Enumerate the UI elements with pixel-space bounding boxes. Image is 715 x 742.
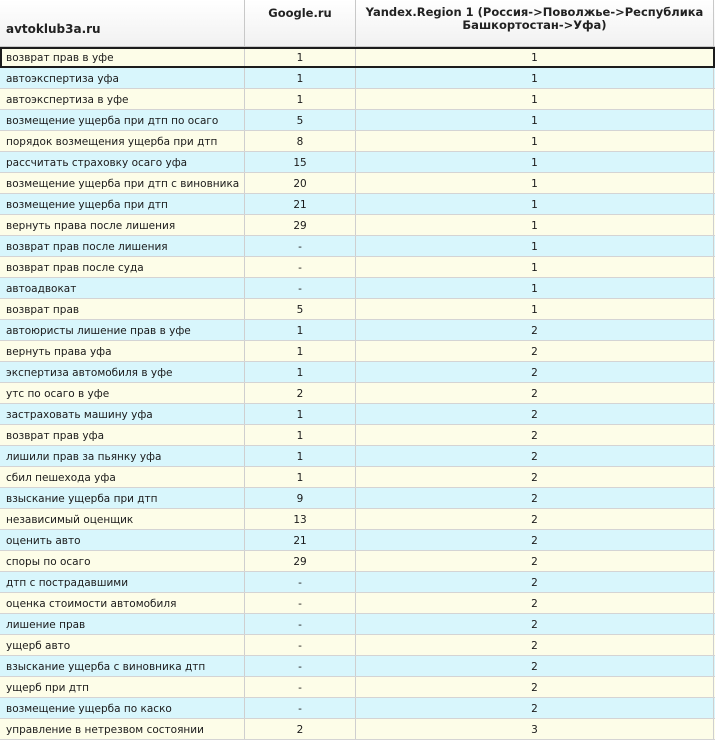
google-rank-cell[interactable]: - [245, 635, 356, 655]
google-rank-cell[interactable]: - [245, 593, 356, 613]
table-row[interactable] [0, 278, 715, 299]
query-cell[interactable]: возврат прав после суда [0, 257, 245, 277]
yandex-rank-cell[interactable]: 2 [356, 341, 714, 361]
table-row[interactable] [0, 47, 715, 68]
table-row[interactable] [0, 656, 715, 677]
google-column-header[interactable]: Google.ru [245, 0, 356, 46]
google-rank-cell[interactable]: 1 [245, 425, 356, 445]
query-cell[interactable]: порядок возмещения ущерба при дтп [0, 131, 245, 151]
google-rank-cell[interactable]: 5 [245, 299, 356, 319]
yandex-rank-cell[interactable]: 2 [356, 698, 714, 718]
yandex-rank-cell[interactable]: 1 [356, 215, 714, 235]
query-cell[interactable]: застраховать машину уфа [0, 404, 245, 424]
table-row[interactable] [0, 467, 715, 488]
google-rank-cell[interactable]: 2 [245, 719, 356, 739]
yandex-rank-cell[interactable]: 2 [356, 467, 714, 487]
table-row[interactable] [0, 509, 715, 530]
query-cell[interactable]: оценить авто [0, 530, 245, 550]
yandex-rank-cell[interactable]: 1 [356, 152, 714, 172]
table-row[interactable] [0, 236, 715, 257]
query-cell[interactable]: утс по осаго в уфе [0, 383, 245, 403]
query-cell[interactable]: возмещение ущерба при дтп с виновника [0, 173, 245, 193]
query-cell[interactable]: возврат прав в уфе [0, 47, 245, 67]
google-rank-cell[interactable]: 1 [245, 89, 356, 109]
yandex-rank-cell[interactable]: 2 [356, 488, 714, 508]
google-rank-cell[interactable]: 20 [245, 173, 356, 193]
grid-body [0, 47, 715, 740]
yandex-rank-cell[interactable]: 2 [356, 362, 714, 382]
google-rank-cell[interactable]: 15 [245, 152, 356, 172]
table-row[interactable] [0, 173, 715, 194]
table-row[interactable] [0, 89, 715, 110]
query-cell[interactable]: экспертиза автомобиля в уфе [0, 362, 245, 382]
table-row[interactable] [0, 488, 715, 509]
yandex-rank-cell[interactable]: 1 [356, 278, 714, 298]
yandex-rank-cell[interactable]: 2 [356, 677, 714, 697]
table-row[interactable] [0, 677, 715, 698]
table-row[interactable] [0, 446, 715, 467]
query-cell[interactable]: возврат прав после лишения [0, 236, 245, 256]
google-rank-cell[interactable]: - [245, 257, 356, 277]
yandex-rank-cell[interactable]: 2 [356, 509, 714, 529]
site-column-header[interactable] [0, 0, 245, 46]
query-cell[interactable]: взыскание ущерба с виновника дтп [0, 656, 245, 676]
query-cell[interactable]: ущерб при дтп [0, 677, 245, 697]
table-row[interactable] [0, 593, 715, 614]
yandex-rank-cell[interactable]: 2 [356, 383, 714, 403]
yandex-rank-cell[interactable]: 1 [356, 194, 714, 214]
table-row[interactable] [0, 152, 715, 173]
table-row[interactable] [0, 341, 715, 362]
query-cell[interactable]: лишили прав за пьянку уфа [0, 446, 245, 466]
query-cell[interactable]: возмещение ущерба при дтп [0, 194, 245, 214]
query-cell[interactable]: управление в нетрезвом состоянии [0, 719, 245, 739]
google-rank-cell[interactable]: - [245, 236, 356, 256]
yandex-rank-cell[interactable]: 2 [356, 320, 714, 340]
query-cell[interactable]: автоэкспертиза уфа [0, 68, 245, 88]
table-row[interactable] [0, 383, 715, 404]
table-row[interactable] [0, 110, 715, 131]
yandex-header-line1: Yandex.Region 1 (Россия->Поволжье->Республика [365, 5, 704, 19]
yandex-rank-cell[interactable]: 1 [356, 110, 714, 130]
yandex-rank-cell[interactable]: 1 [356, 236, 714, 256]
google-rank-cell[interactable]: 1 [245, 341, 356, 361]
table-row[interactable] [0, 572, 715, 593]
yandex-rank-cell[interactable]: 2 [356, 593, 714, 613]
query-cell[interactable]: ущерб авто [0, 635, 245, 655]
google-rank-cell[interactable]: 2 [245, 383, 356, 403]
yandex-rank-cell[interactable]: 2 [356, 425, 714, 445]
yandex-rank-cell[interactable]: 2 [356, 446, 714, 466]
yandex-rank-cell[interactable]: 1 [356, 299, 714, 319]
yandex-rank-cell[interactable]: 2 [356, 656, 714, 676]
yandex-rank-cell[interactable]: 1 [356, 89, 714, 109]
google-rank-cell[interactable]: - [245, 698, 356, 718]
yandex-rank-cell[interactable]: 2 [356, 572, 714, 592]
google-rank-cell[interactable]: 1 [245, 68, 356, 88]
query-cell[interactable]: возврат прав [0, 299, 245, 319]
google-rank-cell[interactable]: 13 [245, 509, 356, 529]
yandex-rank-cell[interactable]: 2 [356, 530, 714, 550]
google-rank-cell[interactable]: 1 [245, 404, 356, 424]
table-row[interactable] [0, 719, 715, 740]
yandex-rank-cell[interactable]: 2 [356, 635, 714, 655]
google-rank-cell[interactable]: 1 [245, 446, 356, 466]
yandex-column-header[interactable] [356, 0, 714, 46]
query-cell[interactable]: сбил пешехода уфа [0, 467, 245, 487]
google-rank-cell[interactable]: - [245, 278, 356, 298]
yandex-rank-cell[interactable]: 2 [356, 551, 714, 571]
query-cell[interactable]: вернуть права уфа [0, 341, 245, 361]
query-cell[interactable]: рассчитать страховку осаго уфа [0, 152, 245, 172]
query-cell[interactable]: дтп с пострадавшими [0, 572, 245, 592]
query-cell[interactable]: возмещение ущерба по каско [0, 698, 245, 718]
google-rank-cell[interactable]: 1 [245, 320, 356, 340]
table-row[interactable] [0, 68, 715, 89]
google-rank-cell[interactable]: 21 [245, 530, 356, 550]
yandex-rank-cell[interactable]: 1 [356, 257, 714, 277]
google-rank-cell[interactable]: 5 [245, 110, 356, 130]
yandex-rank-cell[interactable]: 1 [356, 68, 714, 88]
query-cell[interactable]: возмещение ущерба при дтп по осаго [0, 110, 245, 130]
google-rank-cell[interactable]: 9 [245, 488, 356, 508]
table-row[interactable] [0, 425, 715, 446]
yandex-header-line2: Башкортостан->Уфа) [462, 18, 607, 32]
table-row[interactable] [0, 551, 715, 572]
google-rank-cell[interactable]: 1 [245, 47, 356, 67]
table-row[interactable] [0, 131, 715, 152]
table-row[interactable] [0, 299, 715, 320]
google-rank-cell[interactable]: 21 [245, 194, 356, 214]
table-row[interactable] [0, 635, 715, 656]
query-cell[interactable]: споры по осаго [0, 551, 245, 571]
query-cell[interactable]: возврат прав уфа [0, 425, 245, 445]
query-cell[interactable]: автоэкспертиза в уфе [0, 89, 245, 109]
yandex-rank-cell[interactable]: 2 [356, 404, 714, 424]
query-cell[interactable]: вернуть права после лишения [0, 215, 245, 235]
query-cell[interactable]: автоюристы лишение прав в уфе [0, 320, 245, 340]
table-row[interactable] [0, 530, 715, 551]
google-rank-cell[interactable]: - [245, 656, 356, 676]
yandex-rank-cell[interactable]: 2 [356, 614, 714, 634]
site-name: avtoklub3a.ru [6, 22, 101, 36]
yandex-rank-cell[interactable]: 1 [356, 47, 714, 67]
yandex-rank-cell[interactable]: 1 [356, 131, 714, 151]
query-cell[interactable]: лишение прав [0, 614, 245, 634]
table-row[interactable] [0, 698, 715, 719]
query-cell[interactable]: автоадвокат [0, 278, 245, 298]
table-row[interactable] [0, 257, 715, 278]
google-rank-cell[interactable]: 1 [245, 362, 356, 382]
table-row[interactable] [0, 194, 715, 215]
google-rank-cell[interactable]: 1 [245, 467, 356, 487]
yandex-rank-cell[interactable]: 1 [356, 173, 714, 193]
table-row[interactable] [0, 404, 715, 425]
table-row[interactable] [0, 362, 715, 383]
google-rank-cell[interactable]: 29 [245, 215, 356, 235]
table-row[interactable] [0, 215, 715, 236]
google-rank-cell[interactable]: - [245, 572, 356, 592]
query-cell[interactable]: взыскание ущерба при дтп [0, 488, 245, 508]
query-cell[interactable]: оценка стоимости автомобиля [0, 593, 245, 613]
table-row[interactable] [0, 614, 715, 635]
google-rank-cell[interactable]: - [245, 677, 356, 697]
table-row[interactable] [0, 320, 715, 341]
grid-header [0, 0, 715, 47]
query-cell[interactable]: независимый оценщик [0, 509, 245, 529]
google-rank-cell[interactable]: - [245, 614, 356, 634]
google-rank-cell[interactable]: 8 [245, 131, 356, 151]
yandex-rank-cell[interactable]: 3 [356, 719, 714, 739]
google-rank-cell[interactable]: 29 [245, 551, 356, 571]
